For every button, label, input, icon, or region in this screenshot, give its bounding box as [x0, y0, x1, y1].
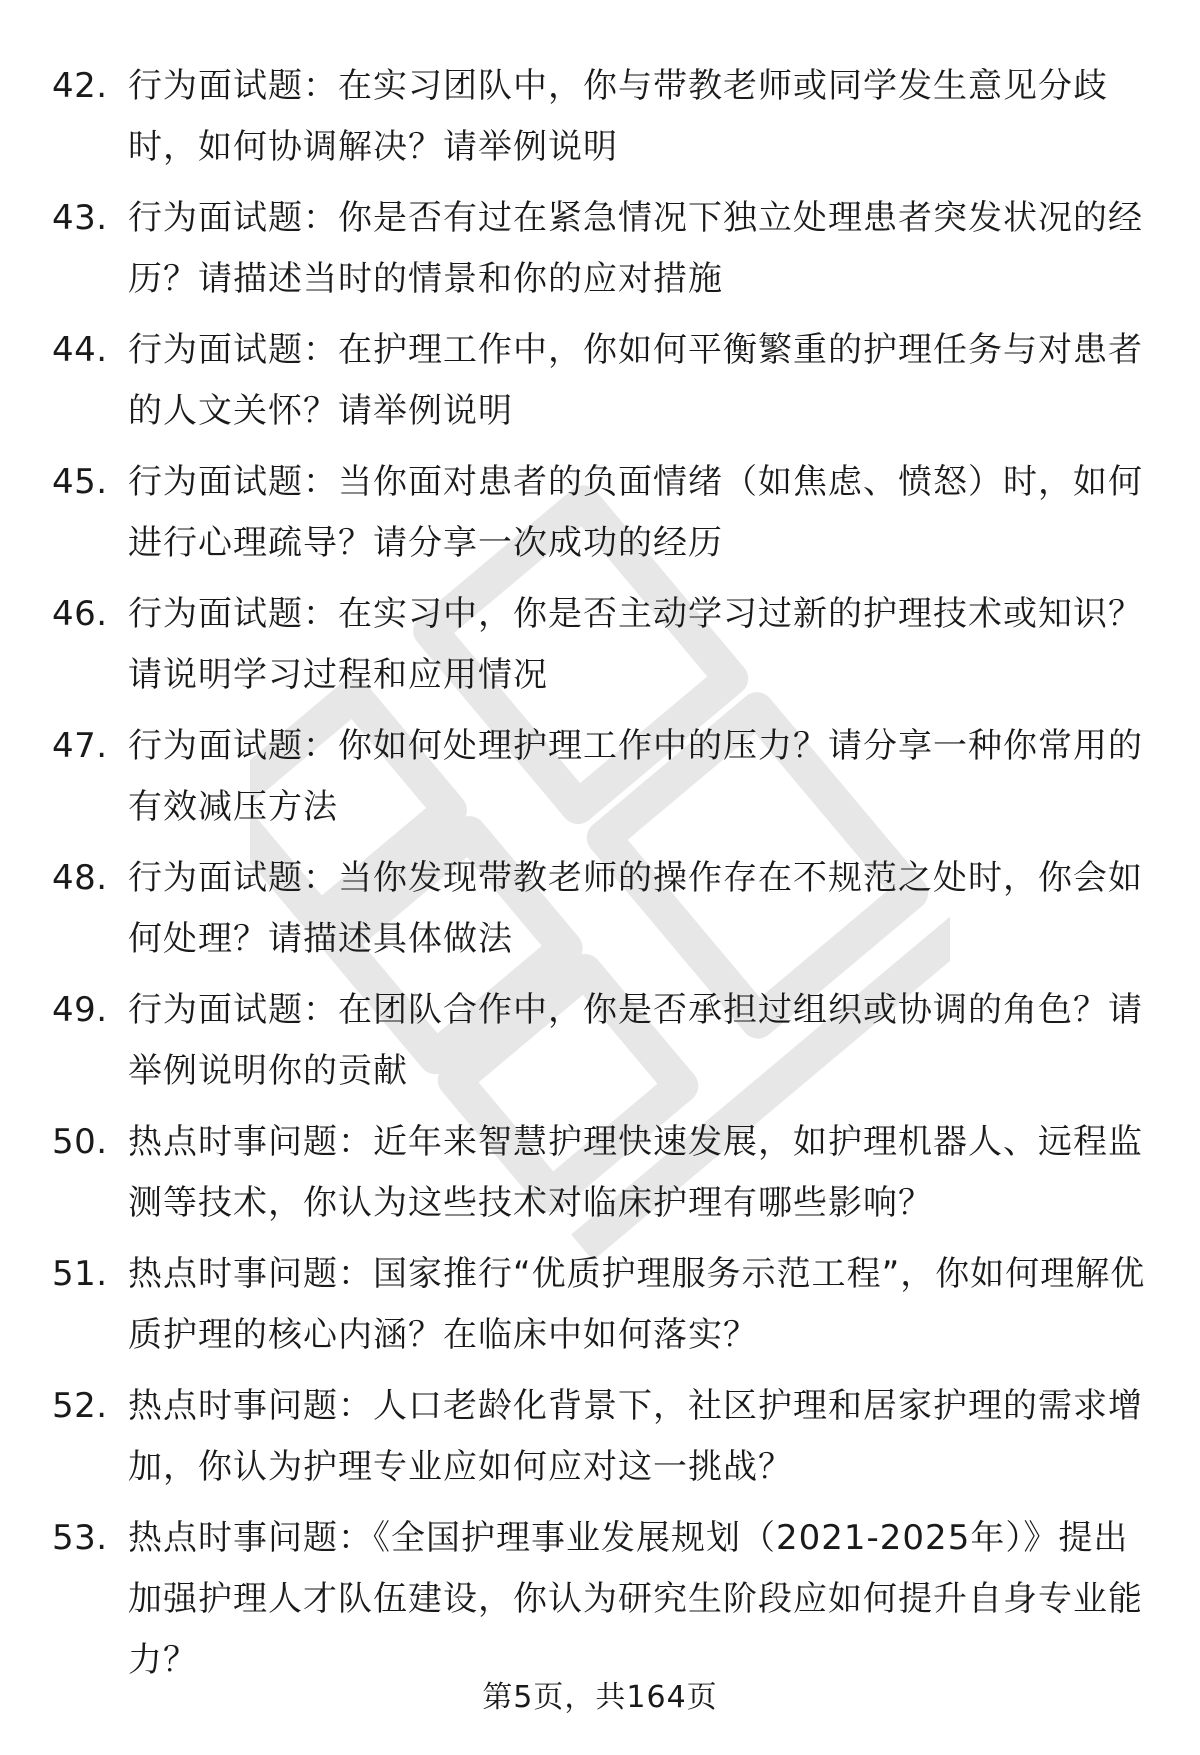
item-text: 热点时事问题：国家推行“优质护理服务示范工程”，你如何理解优质护理的核心内涵？在临床中如何落实？ [128, 1254, 1146, 1355]
list-item [0, 980, 1200, 1112]
list-item [0, 188, 1200, 320]
item-text: 行为面试题：在实习中，你是否主动学习过新的护理技术或知识？请说明学习过程和应用情况 [128, 594, 1143, 695]
item-text: 行为面试题：你是否有过在紧急情况下独立处理患者突发状况的经历？请描述当时的情景和你的应对措施 [128, 198, 1143, 299]
item-text: 热点时事问题：近年来智慧护理快速发展，如护理机器人、远程监测等技术，你认为这些技术对临床护理有哪些影响？ [128, 1122, 1143, 1223]
item-number: 52. [52, 1386, 108, 1426]
item-number: 48. [52, 858, 108, 898]
list-item [0, 584, 1200, 716]
list-item [0, 716, 1200, 848]
item-text: 行为面试题：当你发现带教老师的操作存在不规范之处时，你会如何处理？请描述具体做法 [128, 858, 1143, 959]
item-text: 行为面试题：当你面对患者的负面情绪（如焦虑、愤怒）时，如何进行心理疏导？请分享一次成功的经历 [128, 462, 1143, 563]
item-number: 45. [52, 462, 108, 502]
item-number: 50. [52, 1122, 108, 1162]
item-number: 44. [52, 330, 108, 370]
list-item [0, 452, 1200, 584]
item-number: 43. [52, 198, 108, 238]
page-footer: 第5页，共164页 [482, 1680, 718, 1715]
item-text: 热点时事问题：人口老龄化背景下，社区护理和居家护理的需求增加，你认为护理专业应如何应对这一挑战？ [128, 1386, 1143, 1487]
list-item [0, 848, 1200, 980]
list-item [0, 1244, 1200, 1376]
item-number: 49. [52, 990, 108, 1030]
list-item [0, 1112, 1200, 1244]
item-number: 51. [52, 1254, 108, 1294]
list-item [0, 56, 1200, 188]
item-text: 行为面试题：在团队合作中，你是否承担过组织或协调的角色？请举例说明你的贡献 [128, 990, 1143, 1091]
item-text: 行为面试题：在护理工作中，你如何平衡繁重的护理任务与对患者的人文关怀？请举例说明 [128, 330, 1143, 431]
item-text: 行为面试题：在实习团队中，你与带教老师或同学发生意见分歧时，如何协调解决？请举例说明 [128, 66, 1108, 167]
item-number: 42. [52, 66, 108, 106]
item-text: 行为面试题：你如何处理护理工作中的压力？请分享一种你常用的有效减压方法 [128, 726, 1143, 827]
item-text: 热点时事问题：《全国护理事业发展规划（2021-2025年）》提出加强护理人才队伍建设，你认为研究生阶段应如何提升自身专业能力？ [128, 1518, 1143, 1680]
question-list [0, 56, 1200, 1708]
item-number: 46. [52, 594, 108, 634]
list-item [0, 320, 1200, 452]
item-number: 47. [52, 726, 108, 766]
list-item [0, 1376, 1200, 1508]
item-number: 53. [52, 1518, 108, 1558]
